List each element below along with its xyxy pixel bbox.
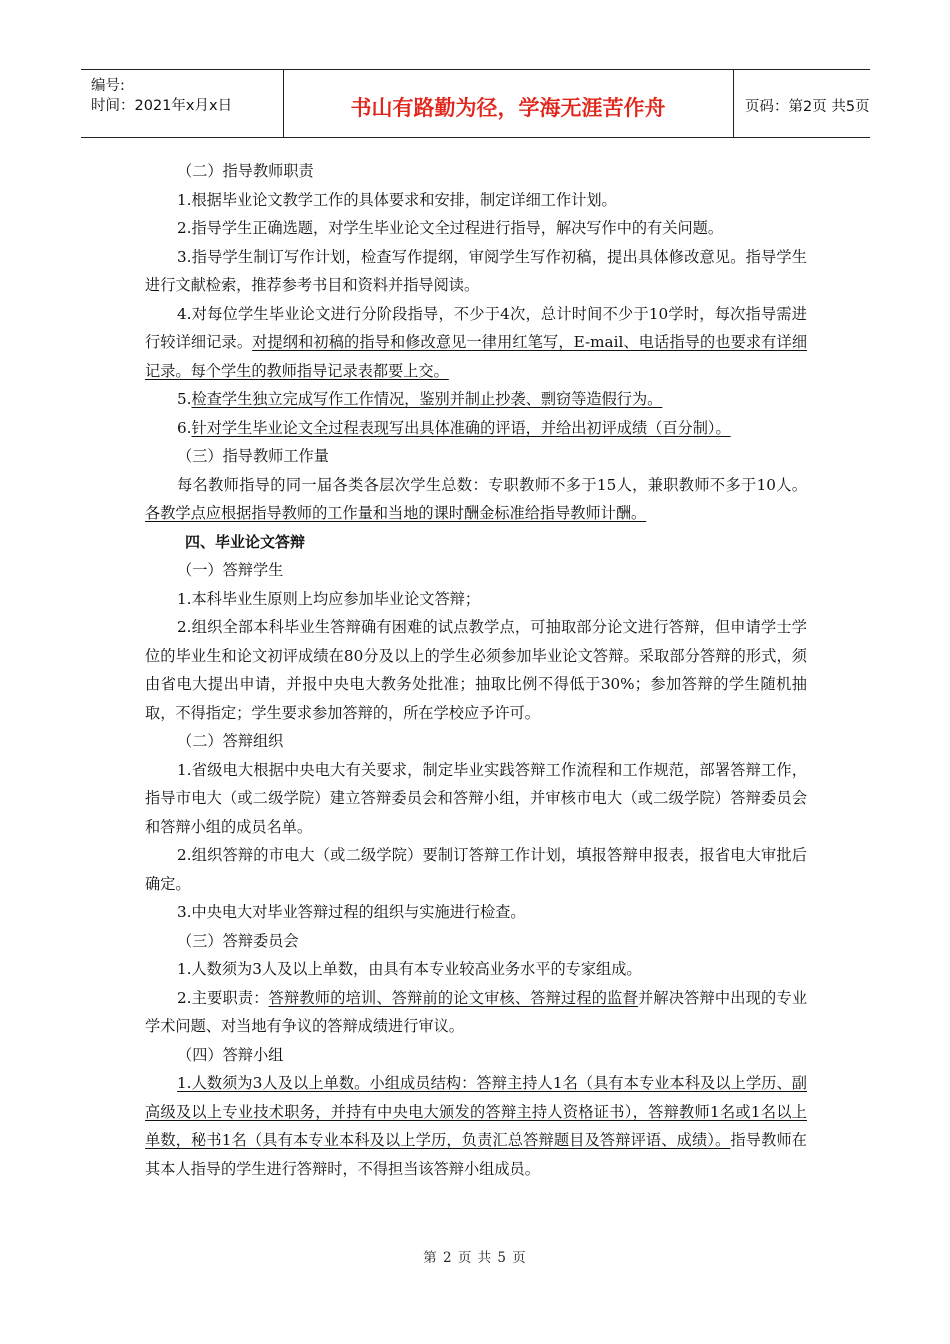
paragraph-text: 指导教师在其本人指导的学生进行答辩时，不得担当该答辩小组成员。	[145, 1131, 807, 1178]
paragraph: 1.根据毕业论文教学工作的具体要求和安排，制定详细工作计划。	[177, 190, 617, 209]
underlined-text: 答辩教师的培训、答辩前的论文审核、答辩过程的监督	[268, 988, 638, 1007]
document-body	[145, 157, 807, 1183]
paragraph: 1.本科毕业生原则上均应参加毕业论文答辩；	[177, 589, 481, 608]
paragraph-text: 2.主要职责：	[177, 988, 269, 1007]
paragraph	[145, 471, 807, 528]
document-date-label: 时间：2021年x月x日	[91, 98, 233, 114]
paragraph	[145, 300, 807, 386]
document-number-label: 编号:	[91, 78, 125, 94]
underlined-text: 针对学生毕业论文全过程表现写出具体准确的评语，并给出初评成绩（百分制）。	[191, 418, 731, 437]
page-header	[81, 69, 870, 138]
paragraph-number: 5.	[177, 390, 192, 408]
chapter-heading: 四、毕业论文答辩	[185, 532, 306, 551]
paragraph: 2.指导学生正确选题，对学生毕业论文全过程进行指导，解决写作中的有关问题。	[177, 219, 724, 237]
underlined-text: 对提纲和初稿的指导和修改意见一律用红笔写，E-mail、电话指导的也要求有详细记录。每个学生的教师指导记录表都要上交。	[145, 333, 808, 380]
header-left-cell	[81, 70, 284, 137]
paragraph: 2.组织答辩的市电大（或二级学院）要制订答辩工作计划，填报答辩申报表，报省电大审批后确定。	[145, 846, 807, 893]
paragraph	[145, 1069, 807, 1183]
underlined-text: 检查学生独立完成写作工作情况，鉴别并制止抄袭、剽窃等造假行为。	[191, 390, 663, 408]
paragraph: 2.组织全部本科毕业生答辩确有困难的试点教学点，可抽取部分论文进行答辩，但申请学士学位的毕业生和论文初评成绩在80分及以上的学生必须参加毕业论文答辩。采取部分答辩的形式，须由省电大提出申请，并报中央电大教务处批准；抽取比例不得低于30%；参加答辩的学生随机抽取，不得指定；学生要求参加答辩的，所在学校应予许可。	[145, 618, 807, 722]
paragraph: 3.中央电大对毕业答辩过程的组织与实施进行检查。	[177, 903, 526, 921]
paragraph-text: 并解决答辩中出现的专业学术问题、对当地有争议的答辩成绩进行审议。	[145, 988, 808, 1035]
underlined-text: 1.人数须为3人及以上单数。小组成员结构：答辩主持人1名（具有本专业本科及以上学历、副高级及以上专业技术职务，并持有中央电大颁发的答辩主持人资格证书），答辩教师1名或1名以上单数，秘书1名（具有本专业本科及以上学历，负责汇总答辩题目及答辩评语、成绩）。	[145, 1074, 807, 1149]
header-middle-cell	[283, 70, 734, 137]
section-heading: （三）指导教师工作量	[177, 447, 329, 465]
header-motto: 书山有路勤为径，学海无涯苦作舟	[350, 96, 666, 120]
section-heading: （一）答辩学生	[177, 561, 284, 579]
section-heading: （三）答辩委员会	[177, 931, 299, 950]
paragraph-text: 4.对每位学生毕业论文进行分阶段指导，不少于4次，总计时间不少于10学时，每次指导需进行较详细记录。	[145, 304, 807, 351]
paragraph-text: 每名教师指导的同一届各类各层次学生总数：专职教师不多于15人，兼职教师不多于10人。	[177, 475, 807, 494]
section-heading: （二）指导教师职责	[177, 162, 314, 180]
paragraph: 1.省级电大根据中央电大有关要求，制定毕业实践答辩工作流程和工作规范，部署答辩工作，指导市电大（或二级学院）建立答辩委员会和答辩小组，并审核市电大（或二级学院）答辩委员会和答辩小组的成员名单。	[145, 760, 807, 836]
section-heading: （四）答辩小组	[177, 1045, 284, 1064]
paragraph	[145, 984, 807, 1041]
page-footer: 第 2 页 共 5 页	[423, 1250, 527, 1266]
paragraph: 3.指导学生制订写作计划，检查写作提纲，审阅学生写作初稿，提出具体修改意见。指导学生进行文献检索，推荐参考书目和资料并指导阅读。	[145, 247, 807, 294]
underlined-text: 各教学点应根据指导教师的工作量和当地的课时酬金标准给指导教师计酬。	[145, 504, 647, 522]
header-right-cell	[733, 70, 870, 137]
paragraph	[145, 414, 807, 443]
paragraph	[145, 385, 807, 414]
header-page-info: 页码：第2页 共5页	[745, 99, 870, 115]
section-heading: （二）答辩组织	[177, 732, 284, 750]
paragraph: 1.人数须为3人及以上单数，由具有本专业较高业务水平的专家组成。	[177, 960, 642, 978]
paragraph-number: 6.	[177, 418, 192, 437]
